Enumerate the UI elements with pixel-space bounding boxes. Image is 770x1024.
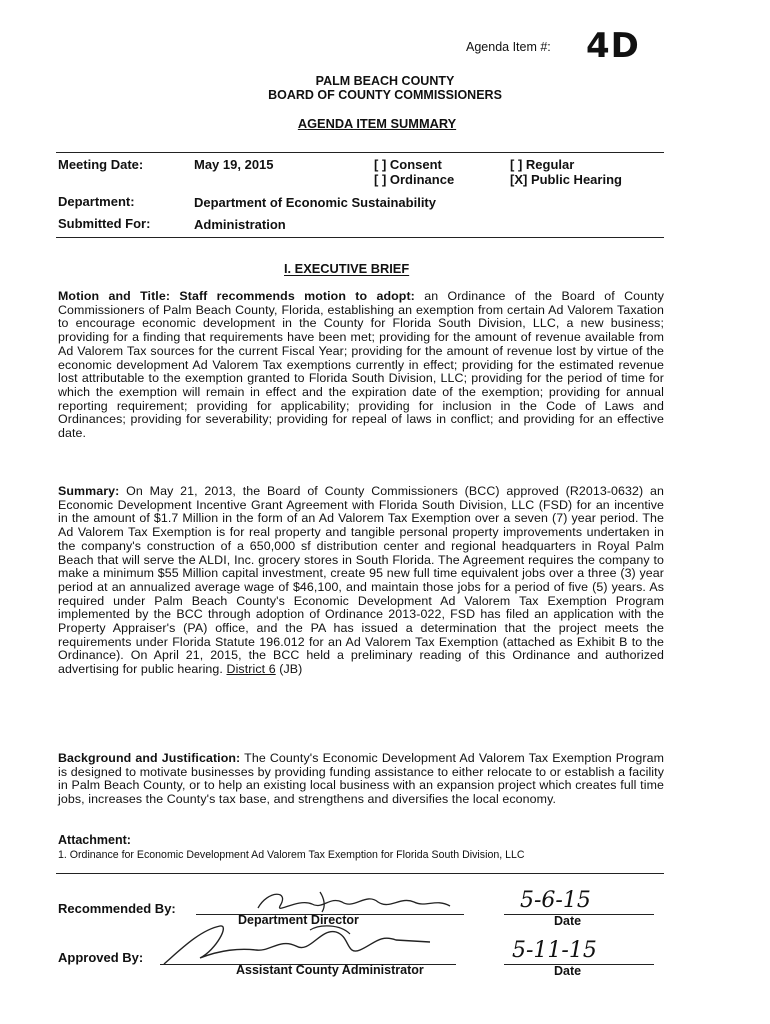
section-title	[284, 261, 409, 276]
approved-by-label: Approved By:	[58, 950, 144, 965]
summary-paragraph	[58, 485, 664, 677]
summary-initials: (JB)	[279, 662, 303, 677]
background-paragraph	[58, 752, 664, 807]
motion-paragraph	[58, 290, 664, 441]
approved-role: Assistant County Administrator	[236, 963, 424, 977]
recommended-role: Department Director	[238, 913, 359, 927]
attachment-item: 1. Ordinance for Economic Development Ad Valorem Tax Exemption for Florida South Division, LLC	[58, 849, 525, 861]
public-hearing-checkbox: [X] Public Hearing	[510, 172, 622, 187]
org-name: PALM BEACH COUNTY	[315, 74, 455, 88]
approved-date-label: Date	[554, 964, 582, 978]
motion-label: Motion and Title: Staff recommends motion to adopt:	[58, 289, 415, 303]
summary-text: On May 21, 2013, the Board of County Commissioners (BCC) approved (R2013-0632) an Economic Development Incentive Grant Agreement with Florida South Division, LLC (FSD) for an incentive in the amount of $1.7 Million in the form of an Ad Valorem Tax Exemption over a seven (7) year period. The Ad Valorem Tax Exemption is for real property and tangible personal property improvements undertaken in the company's construction of a 650,000 sf distribution center and regional headquarters in Royal Palm Beach that will serve the ALDI, Inc. grocery stores in South Florida. The Agreement requires the company to make a minimum $55 Million capital investment, create 95 new full time equivalent jobs over a three (3) year period at an annualized average wage of $46,100, and maintain those jobs for a period of five (5) years. As required under Palm Beach County's Economic Development Ad Valorem Tax Exemption Program implemented by the BCC through adoption of Ordinance 2013-022, FSD has filed an application with the Property Appraiser's (PA) office, and the PA has issued a determination that the project meets the requirements under Florida Statute 196.012 for an Ad Valorem Tax Exemption (attached as Exhibit B to the Ordinance). On April 21, 2015, the BCC held a preliminary reading of this Ordinance and authorized advertising for public hearing.	[58, 484, 664, 677]
summary-label: Summary:	[58, 484, 120, 498]
divider	[56, 873, 664, 874]
section-title-text: I. EXECUTIVE BRIEF	[284, 261, 410, 276]
meeting-date-label: Meeting Date:	[58, 157, 144, 172]
consent-checkbox: [ ] Consent	[374, 157, 442, 172]
department-value: Department of Economic Sustainability	[194, 195, 436, 210]
submitted-for-label: Submitted For:	[58, 216, 151, 231]
background-text: The County's Economic Development Ad Valorem Tax Exemption Program is designed to motivate businesses by providing funding assistance to either relocate to or establish a facility in Palm Beach County, or to help an existing local business with an expansion project which creates full time jobs, increases the County's tax base, and strengthens and diversifies the local economy.	[58, 751, 664, 807]
divider	[56, 152, 664, 153]
attachment-label: Attachment:	[58, 833, 131, 847]
submitted-for-value: Administration	[194, 217, 286, 232]
district-link: District 6	[226, 662, 276, 677]
doc-title: AGENDA ITEM SUMMARY	[297, 116, 457, 131]
board-name: BOARD OF COUNTY COMMISSIONERS	[268, 88, 502, 102]
recommended-date-value: 5-6-15	[520, 888, 591, 913]
ordinance-checkbox: [ ] Ordinance	[374, 172, 455, 187]
background-label: Background and Justification:	[58, 751, 241, 765]
agenda-item-number: 4D	[586, 26, 640, 66]
department-label: Department:	[58, 194, 135, 209]
agenda-item-label: Agenda Item #:	[466, 40, 551, 54]
regular-checkbox: [ ] Regular	[510, 157, 575, 172]
recommended-date-label: Date	[554, 914, 582, 928]
motion-text: an Ordinance of the Board of County Commissioners of Palm Beach County, Florida, establishing an exemption from certain Ad Valorem Taxation to encourage economic development in the County for Florida South Division, LLC, a new business; providing for a finding that requirements have been met; providing for the amount of revenue available from Ad Valorem Tax sources for the current Fiscal Year; providing for the amount of revenue lost by virtue of the economic development Ad Valorem Tax exemptions currently in effect; providing for the estimated revenue lost attributable to the exemption granted to Florida South Division, LLC; providing for the period of time for which the exemption will remain in effect and the expiration date of the exemption; providing for annual reporting requirement; providing for applicability; providing for inclusion in the Code of Laws and Ordinances; providing for severability; providing for repeal of laws in conflict; and providing for an effective date.	[58, 289, 664, 441]
meeting-date-value: May 19, 2015	[194, 157, 274, 172]
approved-date-value: 5-11-15	[512, 938, 597, 963]
divider	[56, 237, 664, 238]
recommended-by-label: Recommended By:	[58, 901, 176, 916]
